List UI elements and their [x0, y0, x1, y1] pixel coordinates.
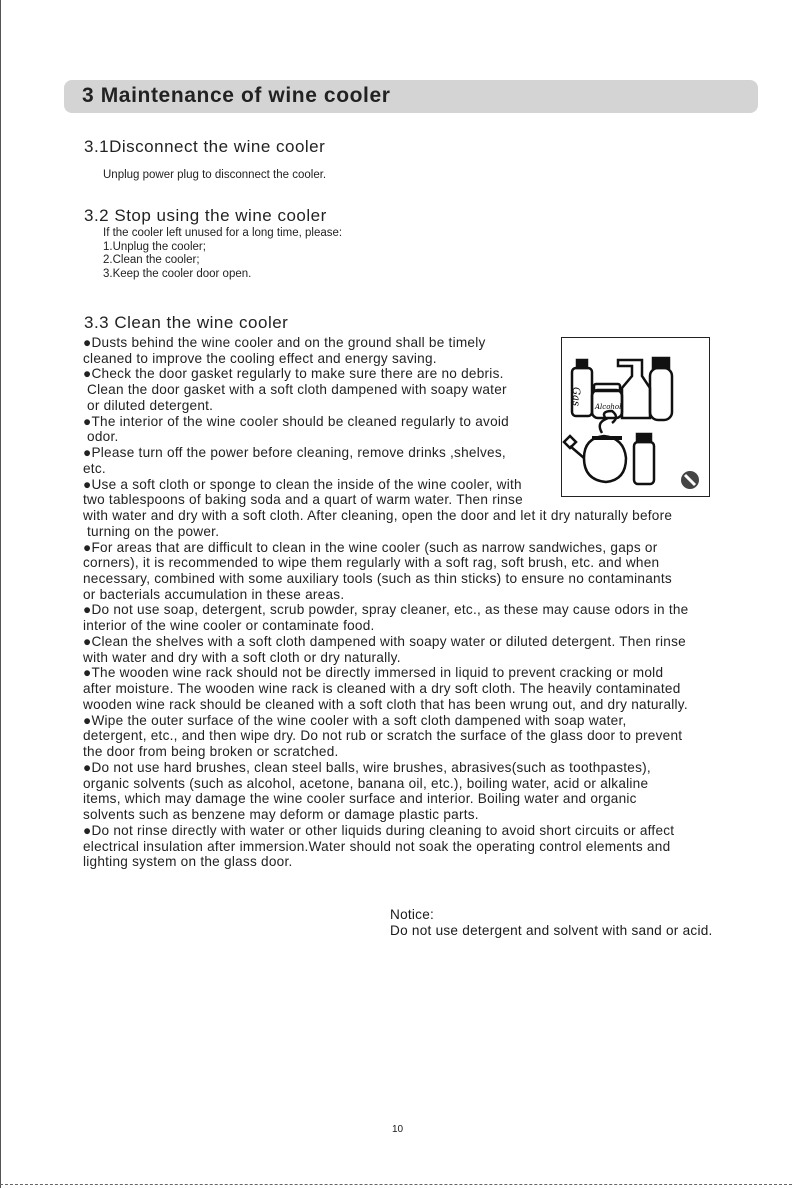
body-line: ●Do not use hard brushes, clean steel balls, wire brushes, abrasives(such as toothpastes),: [83, 759, 651, 775]
body-line: solvents such as benzene may deform or damage plastic parts.: [83, 807, 479, 823]
notice-text: Do not use detergent and solvent with sand or acid.: [390, 923, 713, 938]
body-line: ●Use a soft cloth or sponge to clean the inside of the wine cooler, with: [83, 476, 522, 492]
section-3-1-text: Unplug power plug to disconnect the cooler.: [103, 169, 327, 181]
body-line: turning on the power.: [83, 523, 220, 539]
body-line: ●Check the door gasket regularly to make sure there are no debris.: [83, 366, 504, 382]
body-line: corners), it is recommended to wipe them regularly with a soft rag, soft brush, etc. and when: [83, 555, 660, 571]
body-line: items, which may damage the wine cooler surface and interior. Boiling water and organic: [83, 791, 637, 807]
body-line: wooden wine rack should be cleaned with a soft cloth that has been wrung out, and dry naturally.: [83, 696, 688, 712]
body-line: organic solvents (such as alcohol, acetone, banana oil, etc.), boiling water, acid or alkaline: [83, 775, 649, 791]
section-3-2-list: [103, 227, 342, 281]
body-line: ●Do not use soap, detergent, scrub powder, spray cleaner, etc., as these may cause odors in the: [83, 602, 689, 618]
body-line: ●Please turn off the power before cleaning, remove drinks ,shelves,: [83, 445, 506, 461]
body-line: or diluted detergent.: [83, 397, 214, 413]
list-item: If the cooler left unused for a long time, please:: [103, 227, 343, 239]
body-line: ●Do not rinse directly with water or other liquids during cleaning to avoid short circuits or affect: [83, 822, 675, 838]
body-line: ●For areas that are difficult to clean in the wine cooler (such as narrow sandwiches, gaps or: [83, 539, 658, 555]
gas-label: Gas: [570, 387, 581, 407]
body-line: odor.: [83, 429, 119, 445]
prohibited-cleaners-illustration: [561, 337, 710, 497]
body-line: etc.: [83, 460, 106, 476]
body-line: after moisture. The wooden wine rack is cleaned with a dry soft cloth. The heavily contaminated: [83, 681, 681, 697]
body-line: the door from being broken or scratched.: [83, 744, 339, 760]
page-bottom-border: [0, 1184, 792, 1185]
body-line: Clean the door gasket with a soft cloth dampened with soapy water: [83, 382, 507, 398]
section-heading-3-2: 3.2 Stop using the wine cooler: [84, 206, 327, 225]
notice-label: Notice:: [390, 907, 435, 922]
notice-box: [390, 907, 713, 939]
list-item: 3.Keep the cooler door open.: [103, 267, 252, 280]
body-line: ●Dusts behind the wine cooler and on the ground shall be timely: [83, 335, 486, 350]
list-item: 1.Unplug the cooler;: [103, 240, 206, 253]
body-line: cleaned to improve the cooling effect and energy saving.: [83, 350, 437, 366]
body-line: electrical insulation after immersion.Water should not soak the operating control elements and: [83, 838, 671, 854]
body-line: ●The interior of the wine cooler should be cleaned regularly to avoid: [83, 413, 509, 429]
alcohol-label: Alcohol: [595, 403, 622, 411]
cleaning-products-icon: [562, 338, 709, 496]
body-line: with water and dry with a soft cloth. After cleaning, open the door and let it dry naturally before: [83, 508, 673, 524]
page-edge: [0, 0, 1, 1188]
body-line: ●Wipe the outer surface of the wine cooler with a soft cloth dampened with soap water,: [83, 712, 627, 728]
page-number: 10: [392, 1124, 404, 1135]
body-line: ●The wooden wine rack should not be directly immersed in liquid to prevent cracking or mold: [83, 665, 664, 681]
body-line: two tablespoons of baking soda and a quart of warm water. Then rinse: [83, 492, 523, 508]
body-line: ●Clean the shelves with a soft cloth dampened with soapy water or diluted detergent. Then rinse: [83, 633, 686, 649]
section-heading-3-1: 3.1Disconnect the wine cooler: [84, 137, 326, 156]
body-line: lighting system on the glass door.: [83, 854, 293, 870]
body-line: interior of the wine cooler or contaminate food.: [83, 618, 375, 634]
body-line: with water and dry with a soft cloth or dry naturally.: [83, 649, 401, 665]
body-line: or bacterials accumulation in these areas.: [83, 586, 345, 602]
body-line: necessary, combined with some auxiliary tools (such as thin sticks) to ensure no contaminants: [83, 571, 672, 587]
section-heading-3-3: 3.3 Clean the wine cooler: [84, 313, 289, 332]
chapter-title: 3 Maintenance of wine cooler: [82, 84, 391, 107]
body-line: detergent, etc., and then wipe dry. Do not rub or scratch the surface of the glass door to prevent: [83, 728, 683, 744]
chapter-banner: [64, 80, 758, 113]
list-item: 2.Clean the cooler;: [103, 254, 200, 266]
